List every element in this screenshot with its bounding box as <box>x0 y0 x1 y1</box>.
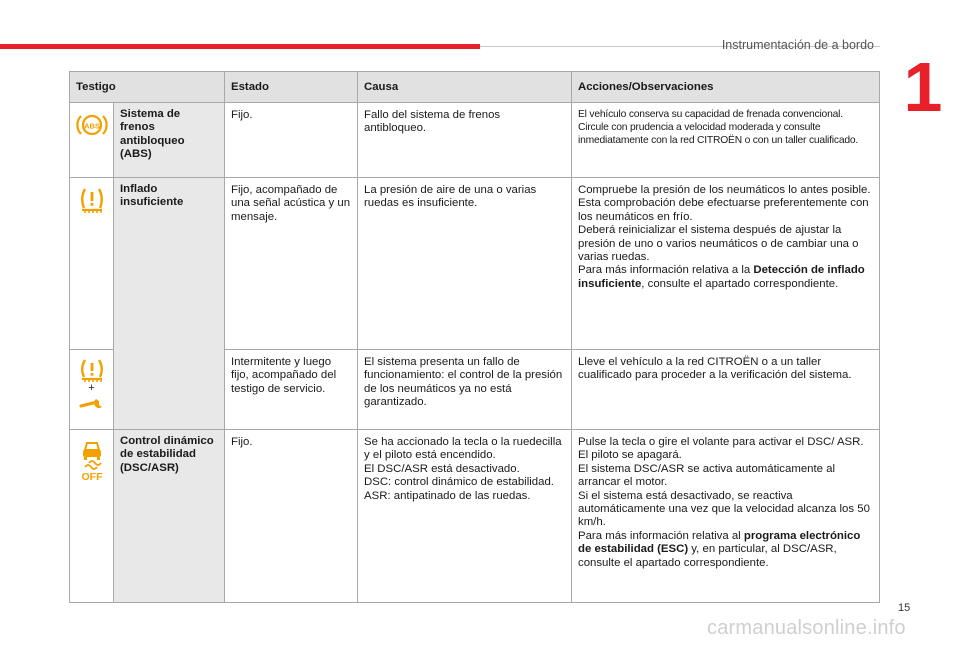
tyre-pressure-service-icon <box>70 350 114 430</box>
page-number: 15 <box>898 602 911 614</box>
reference-suffix: y, en particular, al DSC/ASR, consulte el apartado correspondiente. <box>578 543 837 569</box>
causa-line: DSC: control dinámico de estabilidad. <box>364 476 554 489</box>
plus-sign: + <box>88 382 95 394</box>
acciones-line: El sistema DSC/ASR se activa automáticamente al arrancar el motor. <box>578 462 836 489</box>
wrench-icon <box>77 395 107 411</box>
header-red-bar <box>0 44 480 49</box>
tyre-pressure-icon <box>70 178 114 350</box>
acciones-reference <box>578 530 873 570</box>
column-header-testigo: Testigo <box>70 72 225 103</box>
row-causa: La presión de aire de una o varias ruedas es insuficiente. <box>358 178 572 350</box>
row-name: Control dinámico de estabilidad (DSC/ASR) <box>114 430 225 603</box>
reference-prefix: Para más información relativa al <box>578 529 744 542</box>
causa-line: El DSC/ASR está desactivado. <box>364 462 520 475</box>
acciones-line: Compruebe la presión de los neumáticos lo antes posible. <box>578 184 871 196</box>
section-title: Instrumentación de a bordo <box>721 38 874 52</box>
row-acciones <box>572 430 880 603</box>
row-acciones: Lleve el vehículo a la red CITROËN o a un taller cualificado para proceder a la verificación del sistema. <box>572 350 880 430</box>
watermark: carmanualsonline.info <box>707 617 906 639</box>
causa-line: ASR: antipatinado de las ruedas. <box>364 489 531 502</box>
abs-warning-icon <box>70 103 114 178</box>
row-name: Inflado insuficiente <box>114 178 225 430</box>
warning-lights-table <box>69 71 880 603</box>
causa-line: Se ha accionado la tecla o la ruedecilla y el piloto está encendido. <box>364 436 562 462</box>
dsc-off-icon <box>70 430 114 603</box>
dsc-off-label: OFF <box>81 471 102 482</box>
acciones-line: Esta comprobación debe efectuarse preferentemente con los neumáticos en frío. <box>578 197 869 223</box>
reference-link-text: Detección de inflado insuficiente <box>578 264 865 290</box>
reference-link-text: programa electrónico de estabilidad (ESC) <box>578 529 861 556</box>
acciones-line: Deberá reinicializar el sistema después de ajustar la presión de uno o varios neumáticos o de cambiar una o varias ruedas. <box>578 224 859 264</box>
row-estado: Fijo. <box>225 430 358 603</box>
row-name: Sistema de frenos antibloqueo (ABS) <box>114 103 225 178</box>
acciones-reference <box>578 264 873 291</box>
reference-suffix: , consulte el apartado correspondiente. <box>641 277 839 290</box>
row-acciones: El vehículo conserva su capacidad de frenada convencional. Circule con prudencia a velocidad moderada y consulte inmediatamente con la red CITROËN o con un taller cualificado. <box>572 103 880 178</box>
svg-text:ABS: ABS <box>83 121 100 131</box>
table-row <box>70 103 880 178</box>
acciones-line: Pulse la tecla o gire el volante para activar el DSC/ ASR. El piloto se apagará. <box>578 436 864 462</box>
table-row <box>70 178 880 350</box>
row-causa: Fallo del sistema de frenos antibloqueo. <box>358 103 572 178</box>
chapter-number: 1 <box>903 48 943 126</box>
table-row <box>70 430 880 603</box>
row-causa <box>358 430 572 603</box>
column-header-acciones: Acciones/Observaciones <box>572 72 880 103</box>
row-estado: Fijo. <box>225 103 358 178</box>
reference-prefix: Para más información relativa a la <box>578 264 754 277</box>
row-estado: Fijo, acompañado de una señal acústica y un mensaje. <box>225 178 358 350</box>
column-header-estado: Estado <box>225 72 358 103</box>
row-estado: Intermitente y luego fijo, acompañado del testigo de servicio. <box>225 350 358 430</box>
row-acciones <box>572 178 880 350</box>
column-header-causa: Causa <box>358 72 572 103</box>
row-causa: El sistema presenta un fallo de funcionamiento: el control de la presión de los neumáticos ya no está garantizado. <box>358 350 572 430</box>
table-header-row <box>70 72 880 103</box>
acciones-line: Si el sistema está desactivado, se reactiva automáticamente una vez que la velocidad alcanza los 50 km/h. <box>578 489 870 529</box>
